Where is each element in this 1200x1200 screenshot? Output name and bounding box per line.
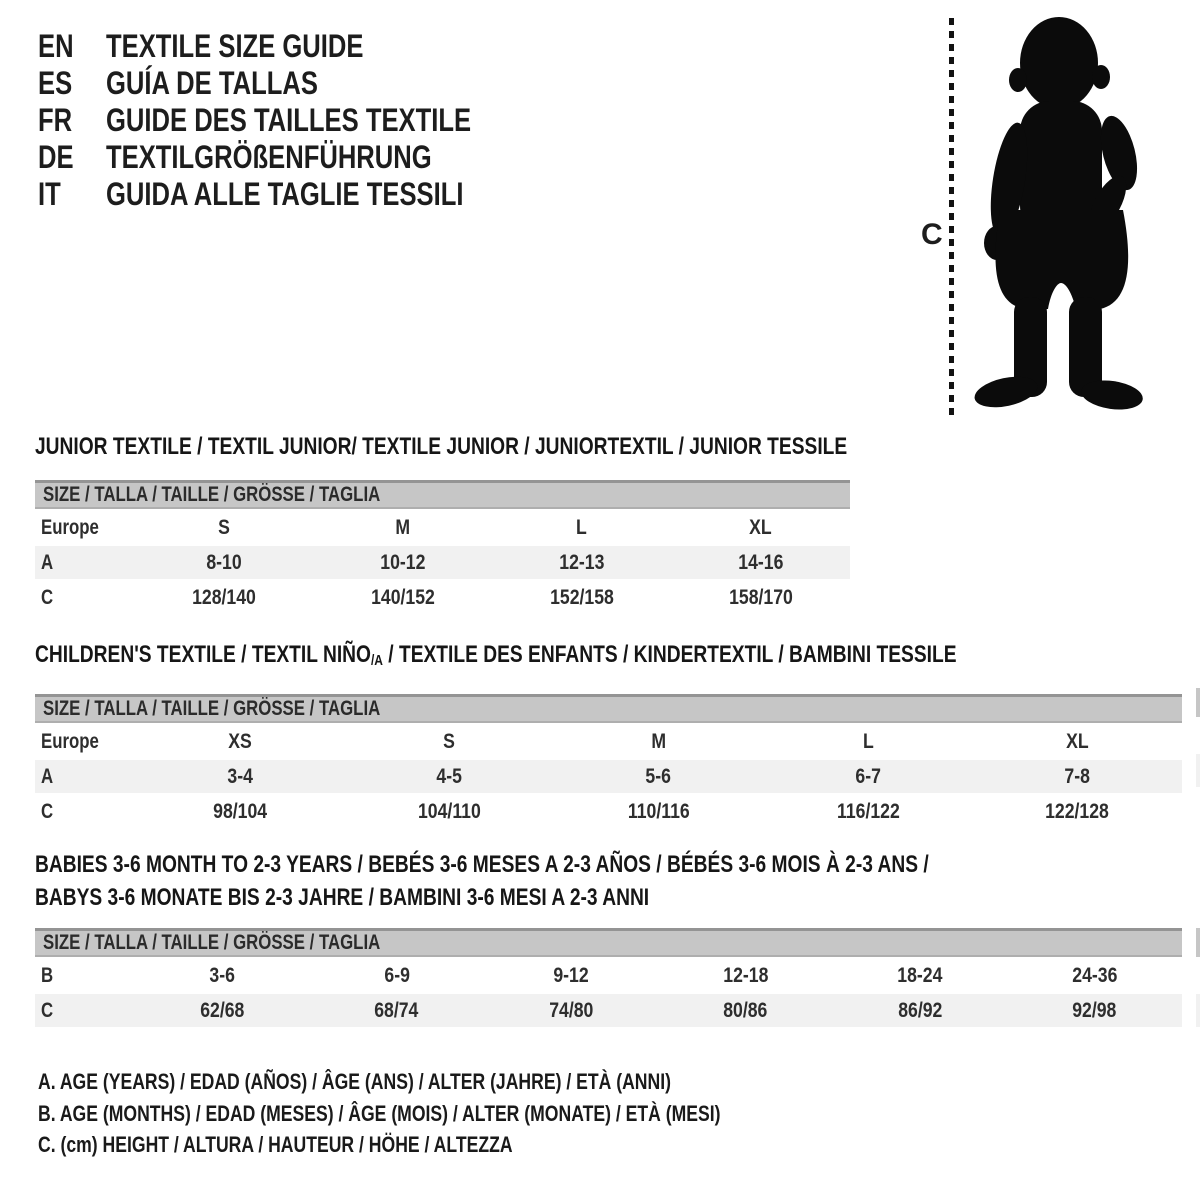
children-section-title-text: CHILDREN'S TEXTILE / TEXTIL $NIÑO_{/A}$ / TEXTILE DES ENFANTS / KINDERTEXTIL / BAMBINI TESSILE (35, 641, 957, 669)
cell-value: XL (749, 515, 772, 539)
children-row-age (35, 760, 1182, 793)
cell-value: XS (227, 729, 252, 753)
lang-row-de (38, 139, 562, 176)
table-edge-fragment (1196, 688, 1200, 717)
cell-value: M (651, 729, 666, 753)
junior-row-height (35, 581, 850, 614)
row-label: A (41, 550, 54, 574)
children-size-header-text: SIZE / TALLA / TAILLE / GRÖSSE / TAGLIA (43, 697, 381, 720)
lang-row-en (38, 28, 562, 65)
cell-value: 3-4 (226, 764, 253, 788)
lang-code-fr: FR (38, 102, 73, 138)
cell-value: 6-7 (855, 764, 881, 788)
table-edge-fragment (1196, 754, 1200, 787)
cell-value: 5-6 (645, 764, 672, 788)
row-label: C (41, 799, 54, 823)
babies-row-months (35, 959, 1182, 992)
junior-row-europe (35, 511, 850, 544)
baby-silhouette-image (962, 15, 1152, 417)
babies-title-line1: BABIES 3-6 MONTH TO 2-3 YEARS / BEBÉS 3-6 MESES A 2-3 AÑOS / BÉBÉS 3-6 MOIS À 2-3 ANS / (35, 851, 929, 878)
lang-title-es: GUÍA DE TALLAS (106, 65, 318, 101)
cell-value: 152/158 (549, 585, 614, 609)
cell-value: 9-12 (553, 963, 589, 987)
cell-value: 12-13 (559, 550, 605, 574)
height-measure-dashed-line (949, 18, 954, 416)
cell-value: M (395, 515, 411, 539)
lang-row-es (38, 65, 562, 102)
row-label: C (41, 998, 54, 1022)
footnote-b: B. AGE (MONTHS) / EDAD (MESES) / ÂGE (MOIS) / ALTER (MONATE) / ETÀ (MESI) (38, 1100, 721, 1126)
lang-code-de: DE (38, 139, 74, 175)
row-label: A (41, 764, 54, 788)
cell-value: S (443, 729, 455, 753)
junior-size-header-text: SIZE / TALLA / TAILLE / GRÖSSE / TAGLIA (43, 483, 381, 506)
cell-value: 104/110 (417, 799, 481, 823)
cell-value: 62/68 (200, 998, 245, 1022)
cell-value: 86/92 (898, 998, 943, 1022)
cell-value: 122/128 (1045, 799, 1110, 823)
lang-title-it: GUIDA ALLE TAGLIE TESSILI (106, 176, 464, 212)
junior-size-header-bar (35, 480, 850, 509)
cell-value: 140/152 (371, 585, 436, 609)
cell-value: 110/116 (627, 799, 690, 823)
cell-value: L (862, 729, 874, 753)
cell-value: 98/104 (212, 799, 267, 823)
cell-value: 92/98 (1072, 998, 1117, 1022)
cell-value: 80/86 (723, 998, 768, 1022)
footnote-a: A. AGE (YEARS) / EDAD (AÑOS) / ÂGE (ANS) / ALTER (JAHRE) / ETÀ (ANNI) (38, 1069, 671, 1094)
lang-title-fr: GUIDE DES TAILLES TEXTILE (106, 102, 472, 138)
babies-size-header-text: SIZE / TALLA / TAILLE / GRÖSSE / TAGLIA (43, 931, 381, 954)
lang-code-en: EN (38, 28, 74, 64)
lang-code-es: ES (38, 65, 73, 101)
junior-textile-section (35, 435, 850, 614)
height-figure (905, 12, 1165, 420)
babies-title-line2: BABYS 3-6 MONATE BIS 2-3 JAHRE / BAMBINI 3-6 MESI A 2-3 ANNI (35, 884, 650, 911)
lang-code-it: IT (38, 176, 61, 212)
junior-section-title (35, 435, 850, 459)
children-size-header-bar (35, 694, 1182, 723)
cell-value: XL (1066, 729, 1089, 753)
row-label: B (41, 963, 54, 987)
babies-size-header-bar (35, 928, 1182, 957)
cell-value: 68/74 (374, 998, 419, 1022)
cell-value: 158/170 (728, 585, 793, 609)
cell-value: S (218, 515, 231, 539)
lang-row-fr (38, 102, 562, 139)
cell-value: 128/140 (192, 585, 257, 609)
cell-value: L (576, 515, 588, 539)
lang-title-en: TEXTILE SIZE GUIDE (106, 28, 364, 64)
footnote-c: C. (cm) HEIGHT / ALTURA / HAUTEUR / HÖHE / ALTEZZA (38, 1132, 513, 1157)
cell-value: 74/80 (549, 998, 594, 1022)
row-label: Europe (41, 515, 99, 539)
lang-title-de: TEXTILGRÖßENFÜHRUNG (106, 139, 432, 175)
babies-row-height (35, 994, 1182, 1027)
row-label: Europe (41, 729, 99, 753)
cell-value: 4-5 (436, 764, 462, 788)
children-row-height (35, 795, 1182, 828)
junior-row-age (35, 546, 850, 579)
cell-value: 24-36 (1072, 963, 1118, 987)
lang-row-it (38, 176, 562, 213)
cell-value: 116/122 (836, 799, 900, 823)
cell-value: 7-8 (1064, 764, 1091, 788)
junior-section-title-text: JUNIOR TEXTILE / TEXTIL JUNIOR/ TEXTILE JUNIOR / JUNIORTEXTIL / JUNIOR TESSILE (35, 433, 848, 460)
cell-value: 18-24 (897, 963, 943, 987)
cell-value: 6-9 (383, 963, 410, 987)
cell-value: 3-6 (209, 963, 235, 987)
footnotes (38, 1066, 891, 1161)
children-row-europe (35, 725, 1182, 758)
children-section-title (35, 643, 1182, 673)
row-label: C (41, 585, 54, 609)
table-edge-fragment (1196, 994, 1200, 1027)
babies-section-title (35, 848, 1182, 914)
language-title-block (38, 28, 562, 213)
children-textile-section (35, 643, 1182, 828)
measure-label-c: C (921, 218, 943, 251)
cell-value: 8-10 (206, 550, 243, 574)
cell-value: 14-16 (738, 550, 784, 574)
babies-textile-section (35, 848, 1182, 1027)
nino-a-subscript: /A (370, 652, 383, 669)
cell-value: 12-18 (723, 963, 769, 987)
cell-value: 10-12 (380, 550, 426, 574)
table-edge-fragment (1196, 928, 1200, 957)
